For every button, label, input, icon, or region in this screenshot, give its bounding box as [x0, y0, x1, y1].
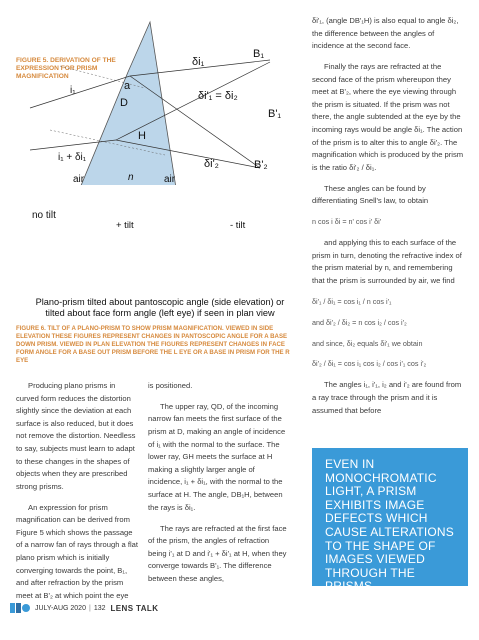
label-D: D	[120, 97, 128, 109]
formula: and δi'₂ / δi₂ = n cos i₂ / cos i'₂	[312, 317, 407, 327]
label-no-tilt: no tilt	[32, 210, 56, 221]
pull-quote-line: EVEN IN	[325, 457, 375, 471]
paragraph: The rays are refracted at the first face of the prism, the angles of refraction being i'₁ at D and i'₁ + δi'₁ at H, when they converge towards B'₁. The difference between these angles,	[148, 523, 287, 583]
pull-quote-line: PRISMS	[325, 579, 373, 594]
paragraph: δi'₁, (angle DB'₁H) is also equal to angle δi₂, the difference between the angles of incidence at the second face.	[312, 16, 459, 51]
formula: δi'₂ / δi₁ = cos i₁ cos i₂ / cos i'₁ cos i'₂	[312, 359, 427, 369]
pull-quote-line: EXHIBITS IMAGE	[325, 497, 425, 512]
label-B1: B₁	[253, 48, 265, 60]
label-H: H	[138, 130, 146, 142]
label-B1prime: B'₁	[268, 108, 282, 120]
paragraph: An expression for prism magnification can be derived from Figure 5 which shows the passage of a narrow fan of rays through a flat plano prism which is initially converging towards the point, B₁, and after refraction by the prism meet at B'₂ at which point the eye	[16, 502, 138, 600]
footer-section-title: LENS TALK	[110, 603, 159, 613]
footer-page-number: 132	[93, 604, 106, 612]
paragraph: Producing plano prisms in curved form reduces the distortion slightly since the deviation at each surface is also reduced, but it does not remove the distortion. Needless to say, subjects must learn to adapt to these changes in the shapes of objects when they are prescribed strong prisms.	[16, 381, 136, 491]
text-column-1	[16, 380, 140, 611]
label-i1di1: i₁ + δi₁	[58, 152, 87, 163]
pull-quote-line: LIGHT, A PRISM	[325, 484, 417, 499]
label-minus-tilt: - tilt	[230, 220, 246, 231]
text-column-2	[148, 380, 288, 594]
pull-quote-line: MONOCHROMATIC	[325, 470, 437, 485]
formula: δi'₁ / δi₁ = cos i₁ / n cos i'₁	[312, 296, 392, 306]
paragraph: These angles can be found by differentiating Snell's law, to obtain	[312, 183, 429, 206]
figure6-caption: FIGURE 6. TILT OF A PLANO-PRISM TO SHOW PRISM MAGNIFICATION. VIEWED IN SIDE ELEVATION THESE FIGURES REPRESENT CHANGES IN PANTOSCOPIC ANGLE FOR A BASE DOWN PRISM. VIEWED IN PLAN ELEVATION THE FIGURES REPRESENT CHANGES IN FACE FORM ANGLE FOR A BASE OUT PRISM BEFORE THE L EYE OR A BASE IN PRISM FOR THE R EYE	[16, 325, 290, 365]
label-B2prime: B'₂	[254, 159, 268, 171]
paragraph: Finally the rays are refracted at the second face of the prism whereupon they meet at B'₂, where the eye viewing through the prism is situated. If the prism was not there, the angle subtended at the eye by the incoming rays would be angle δi₁. The action of the prism is to alter this to angle δi'₂. The magnification which is produced by the prism is the ratio δi'₂ / δi₁.	[312, 62, 464, 172]
label-a: a	[124, 80, 131, 92]
pull-quote-line: IMAGES VIEWED	[325, 552, 425, 567]
paragraph: The angles i₁, i'₁, i₂ and i'₂ are found from a ray trace through the prism and it is assumed that before	[312, 380, 462, 415]
label-i1: i₁	[70, 85, 76, 96]
paragraph: and applying this to each surface of the prism in turn, denoting the refractive index of the prism material by n, and remembering that the prism is surrounded by air, we find	[312, 238, 462, 285]
paragraph: is positioned.	[148, 381, 193, 390]
formula: and since, δi₂ equals δi'₁ we obtain	[312, 338, 423, 348]
plano-prism-caption: Plano-prism tilted about pantoscopic angle (side elevation) or tilted about face form angle (left eye) if seen in plan view	[35, 297, 285, 318]
pull-quote	[312, 448, 468, 594]
footer-separator: |	[88, 604, 91, 612]
pull-quote-line: TO THE SHAPE OF	[325, 538, 436, 553]
label-n: n	[128, 172, 134, 183]
figure5-caption: FIGURE 5. DERIVATION OF THE EXPRESSION FOR PRISM MAGNIFICATION	[16, 57, 116, 80]
label-di1: δi₁	[192, 56, 205, 68]
label-plus-tilt: + tilt	[116, 220, 134, 231]
pull-quote-line: DEFECTS WHICH	[325, 511, 428, 526]
pull-quote-line: CAUSE ALTERATIONS	[325, 524, 454, 539]
figure6-diagram	[0, 0, 300, 300]
formula: n cos i δi = n' cos i' δi'	[312, 217, 382, 227]
label-eq: δi'₁ = δi₂	[198, 90, 238, 102]
text-column-3	[312, 15, 464, 425]
label-air-right: air	[164, 174, 176, 185]
paragraph: The upper ray, QD, of the incoming narrow fan meets the first surface of the prism at D, making an angle of incidence of i₁ with the normal to the surface. The lower ray, GH meets the surface at H making a slightly larger angle of incidence, i₁ + δi₁, with the normal to the surface at H. The angle, DB₁H, between the rays is δi₁.	[148, 401, 286, 512]
label-di2prime: δi'₂	[204, 158, 219, 170]
footer-issue: JULY-AUG 2020	[35, 604, 86, 612]
pull-quote-line: THROUGH THE	[325, 565, 415, 580]
label-air-left: air	[73, 174, 85, 185]
magazine-logo-icon	[10, 602, 30, 614]
page-footer	[10, 600, 210, 616]
